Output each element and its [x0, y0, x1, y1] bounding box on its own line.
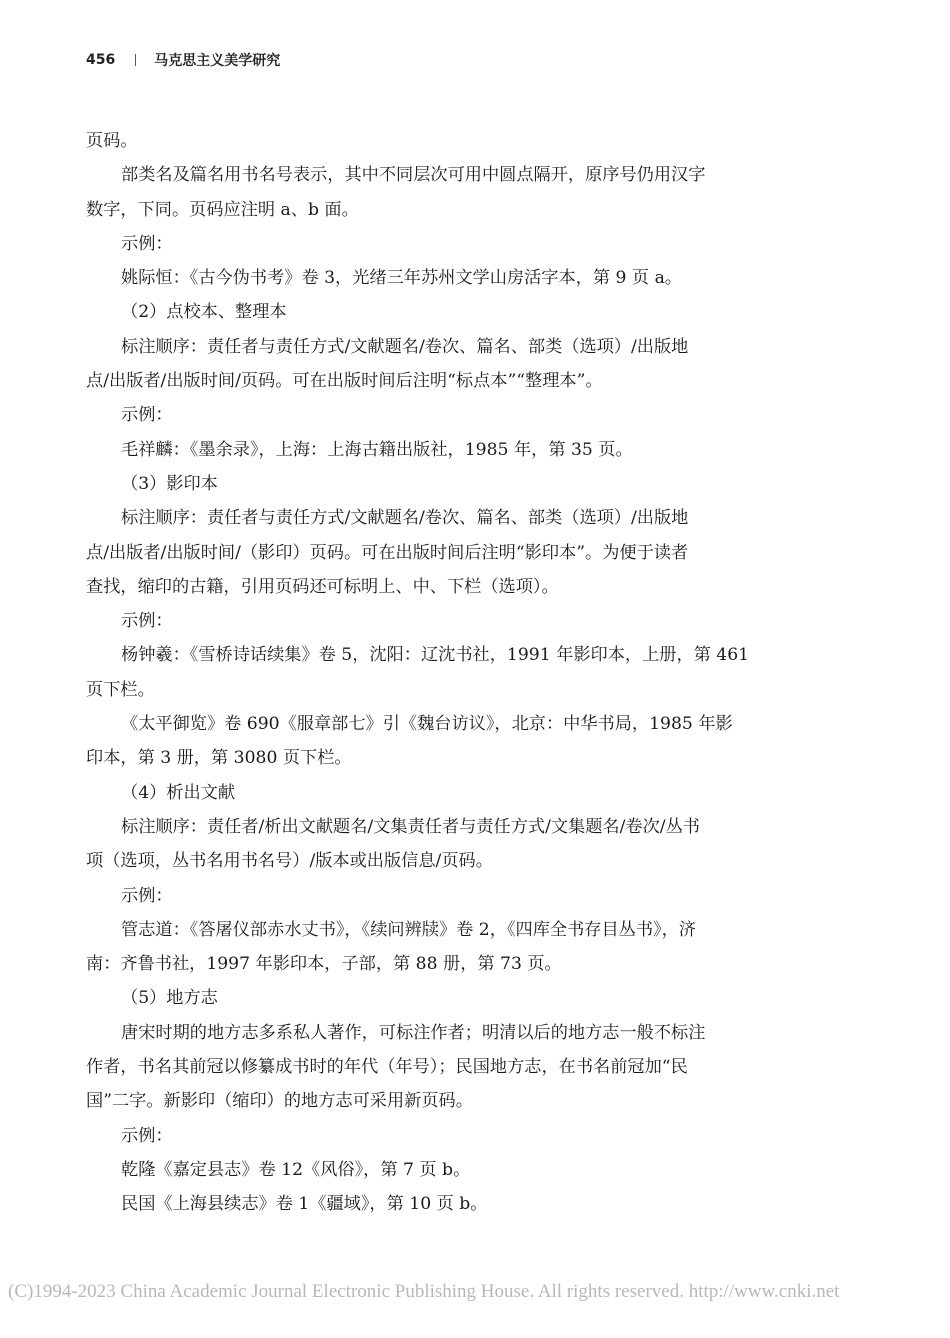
text-line: 唐宋时期的地方志多系私人著作，可标注作者；明清以后的地方志一般不标注 — [121, 1022, 706, 1043]
text-line: （2）点校本、整理本 — [121, 302, 287, 323]
text-line: 民国《上海县续志》卷 1《疆域》，第 10 页 b。 — [121, 1194, 488, 1215]
text-line: 查找，缩印的古籍，引用页码还可标明上、中、下栏（选项）。 — [86, 576, 559, 597]
text-line: 杨钟羲：《雪桥诗话续集》卷 5，沈阳：辽沈书社，1991 年影印本，上册，第 461 — [121, 645, 750, 666]
text-line: （4）析出文献 — [121, 782, 236, 803]
text-line: 毛祥麟：《墨余录》，上海：上海古籍出版社，1985 年，第 35 页。 — [121, 439, 633, 460]
text-line: 页码。 — [86, 131, 138, 151]
text-line: 示例： — [121, 233, 173, 254]
text-line: 示例： — [121, 611, 173, 632]
page-header — [86, 50, 280, 70]
text-line: 标注顺序：责任者与责任方式/文献题名/卷次、篇名、部类（选项）/出版地 — [121, 508, 689, 529]
journal-title: 马克思主义美学研究 — [154, 53, 281, 69]
text-line: 姚际恒：《古今伪书考》卷 3，光绪三年苏州文学山房活字本，第 9 页 a。 — [121, 268, 682, 289]
text-line: 国”二字。新影印（缩印）的地方志可采用新页码。 — [86, 1091, 473, 1112]
body-text — [86, 124, 804, 1222]
text-line: 示例： — [121, 1125, 173, 1146]
text-line: 页下栏。 — [86, 679, 155, 700]
text-line: 乾隆《嘉定县志》卷 12《风俗》，第 7 页 b。 — [121, 1159, 471, 1180]
text-line: 印本，第 3 册，第 3080 页下栏。 — [86, 748, 352, 769]
header-divider — [135, 54, 136, 66]
text-line: 标注顺序：责任者与责任方式/文献题名/卷次、篇名、部类（选项）/出版地 — [121, 336, 689, 357]
text-line: 点/出版者/出版时间/页码。可在出版时间后注明“标点本”“整理本”。 — [86, 371, 603, 392]
text-line: 示例： — [121, 885, 173, 906]
text-line: 标注顺序：责任者/析出文献题名/文集责任者与责任方式/文集题名/卷次/丛书 — [121, 816, 700, 837]
text-line: 示例： — [121, 405, 173, 426]
page-number: 456 — [86, 52, 116, 68]
text-line: （5）地方志 — [121, 988, 218, 1009]
text-line: 管志道：《答屠仪部赤水丈书》，《续问辨牍》卷 2，《四库全书存目丛书》，济 — [121, 919, 696, 940]
text-line: 《太平御览》卷 690《服章部七》引《魏台访议》，北京：中华书局，1985 年影 — [121, 714, 733, 735]
text-line: 项（选项，丛书名用书名号）/版本或出版信息/页码。 — [86, 851, 493, 872]
text-line: （3）影印本 — [121, 473, 218, 494]
text-line: 数字，下同。页码应注明 a、b 面。 — [86, 199, 359, 220]
text-line: 南：齐鲁书社，1997 年影印本，子部，第 88 册，第 73 页。 — [86, 954, 562, 975]
text-line: 部类名及篇名用书名号表示，其中不同层次可用中圆点隔开，原序号仍用汉字 — [121, 165, 706, 186]
text-line: 点/出版者/出版时间/（影印）页码。可在出版时间后注明“影印本”。为便于读者 — [86, 542, 689, 563]
text-line: 作者，书名其前冠以修纂成书时的年代（年号）；民国地方志，在书名前冠加“民 — [86, 1057, 688, 1078]
copyright-footer: (C)1994-2023 China Academic Journal Electronic Publishing House. All rights reserved. http://www.cnki.net — [8, 1281, 840, 1302]
